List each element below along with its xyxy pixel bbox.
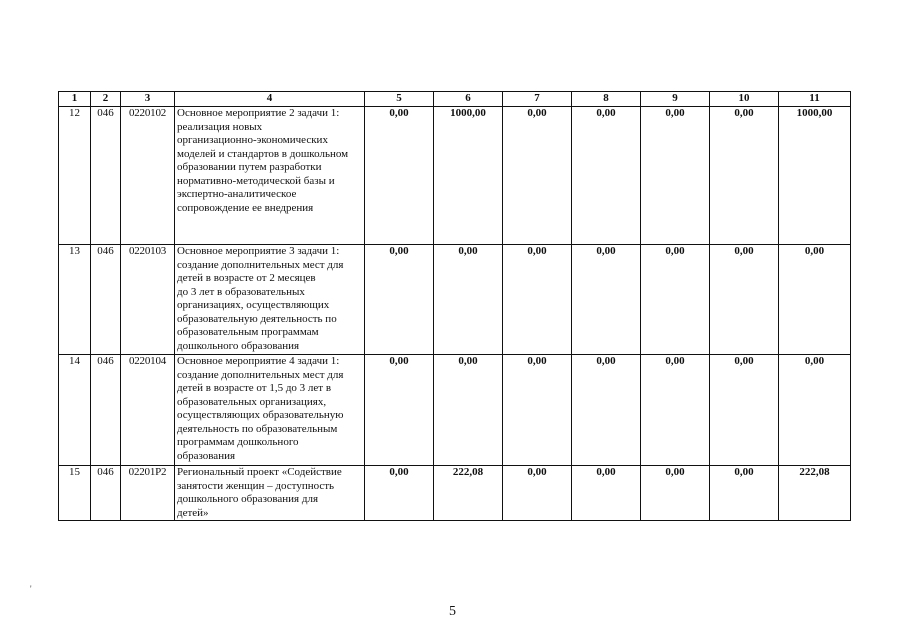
row-number: 14 xyxy=(59,355,91,466)
column-header-10: 10 xyxy=(710,92,779,107)
description-line: до 3 лет в образовательных xyxy=(177,285,305,298)
value-cell: 0,00 xyxy=(503,245,572,355)
column-header-3: 3 xyxy=(121,92,175,107)
description-line: Региональный проект «Содействие xyxy=(177,466,342,478)
value-cell: 222,08 xyxy=(779,466,851,521)
value-cell: 0,00 xyxy=(710,355,779,466)
program-funding-table xyxy=(58,91,851,521)
description-line: программам дошкольного xyxy=(177,436,299,448)
value-cell: 0,00 xyxy=(641,355,710,466)
description-line: организациях, осуществляющих xyxy=(177,299,330,311)
scan-mark: ' xyxy=(30,584,32,594)
description-line: дошкольного образования xyxy=(177,339,300,352)
grbs-code: 046 xyxy=(91,107,121,245)
row-number: 13 xyxy=(59,245,91,355)
column-header-1: 1 xyxy=(59,92,91,107)
value-cell: 0,00 xyxy=(365,355,434,466)
value-cell: 0,00 xyxy=(503,355,572,466)
value-cell: 0,00 xyxy=(572,107,641,245)
column-header-7: 7 xyxy=(503,92,572,107)
description-line: занятости женщин – доступность xyxy=(177,479,335,492)
column-header-6: 6 xyxy=(434,92,503,107)
description-line: создание дополнительных мест для xyxy=(177,258,344,271)
value-cell: 0,00 xyxy=(434,245,503,355)
description-line: создание дополнительных мест для xyxy=(177,368,344,381)
value-cell: 0,00 xyxy=(503,466,572,521)
description-line: моделей и стандартов в дошкольном xyxy=(177,147,349,160)
value-cell: 0,00 xyxy=(641,107,710,245)
value-cell: 0,00 xyxy=(572,355,641,466)
row-number: 15 xyxy=(59,466,91,521)
column-header-2: 2 xyxy=(91,92,121,107)
value-cell: 0,00 xyxy=(365,107,434,245)
value-cell: 0,00 xyxy=(641,245,710,355)
value-cell: 0,00 xyxy=(572,466,641,521)
value-cell: 0,00 xyxy=(434,355,503,466)
page-number: 5 xyxy=(449,604,456,619)
description-line: реализация новых xyxy=(177,120,263,133)
value-cell: 0,00 xyxy=(779,355,851,466)
table-row xyxy=(59,355,851,466)
value-cell: 0,00 xyxy=(710,107,779,245)
column-header-9: 9 xyxy=(641,92,710,107)
table-header-row xyxy=(59,92,851,107)
value-cell: 0,00 xyxy=(572,245,641,355)
value-cell: 1000,00 xyxy=(779,107,851,245)
measure-description xyxy=(175,466,365,521)
table-row xyxy=(59,107,851,245)
description-line: детей в возрасте от 2 месяцев xyxy=(177,272,316,284)
value-cell: 0,00 xyxy=(779,245,851,355)
description-line: детей» xyxy=(177,506,209,519)
value-cell: 0,00 xyxy=(641,466,710,521)
value-cell: 0,00 xyxy=(365,466,434,521)
value-cell: 0,00 xyxy=(710,245,779,355)
table-row xyxy=(59,466,851,521)
description-line: экспертно-аналитическое xyxy=(177,188,297,200)
value-cell: 0,00 xyxy=(503,107,572,245)
value-cell: 1000,00 xyxy=(434,107,503,245)
measure-description xyxy=(175,107,365,245)
column-header-8: 8 xyxy=(572,92,641,107)
grbs-code: 046 xyxy=(91,245,121,355)
column-header-5: 5 xyxy=(365,92,434,107)
table-row xyxy=(59,245,851,355)
measure-description xyxy=(175,355,365,466)
value-cell: 222,08 xyxy=(434,466,503,521)
description-line: Основное мероприятие 3 задачи 1: xyxy=(177,245,340,257)
budget-code: 0220103 xyxy=(121,245,175,355)
description-line: Основное мероприятие 2 задачи 1: xyxy=(177,107,340,119)
measure-description xyxy=(175,245,365,355)
value-cell: 0,00 xyxy=(710,466,779,521)
description-line: образовательную деятельность по xyxy=(177,312,337,325)
description-line: нормативно-методической базы и xyxy=(177,174,335,187)
grbs-code: 046 xyxy=(91,355,121,466)
description-line: детей в возрасте от 1,5 до 3 лет в xyxy=(177,382,332,394)
description-line: образовательных организациях, xyxy=(177,395,327,408)
description-line: деятельность по образовательным xyxy=(177,422,338,435)
description-line: образовательным программам xyxy=(177,326,319,338)
description-line: Основное мероприятие 4 задачи 1: xyxy=(177,355,340,367)
column-header-4: 4 xyxy=(175,92,365,107)
description-line: образования xyxy=(177,449,236,462)
description-line: осуществляющих образовательную xyxy=(177,409,344,421)
description-line: образовании путем разработки xyxy=(177,161,322,173)
description-line: сопровождение ее внедрения xyxy=(177,201,314,214)
budget-code: 0220104 xyxy=(121,355,175,466)
budget-code: 0220102 xyxy=(121,107,175,245)
budget-code: 02201P2 xyxy=(121,466,175,521)
row-number: 12 xyxy=(59,107,91,245)
description-line: организационно-экономических xyxy=(177,134,328,146)
column-header-11: 11 xyxy=(779,92,851,107)
grbs-code: 046 xyxy=(91,466,121,521)
description-line: дошкольного образования для xyxy=(177,493,319,505)
value-cell: 0,00 xyxy=(365,245,434,355)
